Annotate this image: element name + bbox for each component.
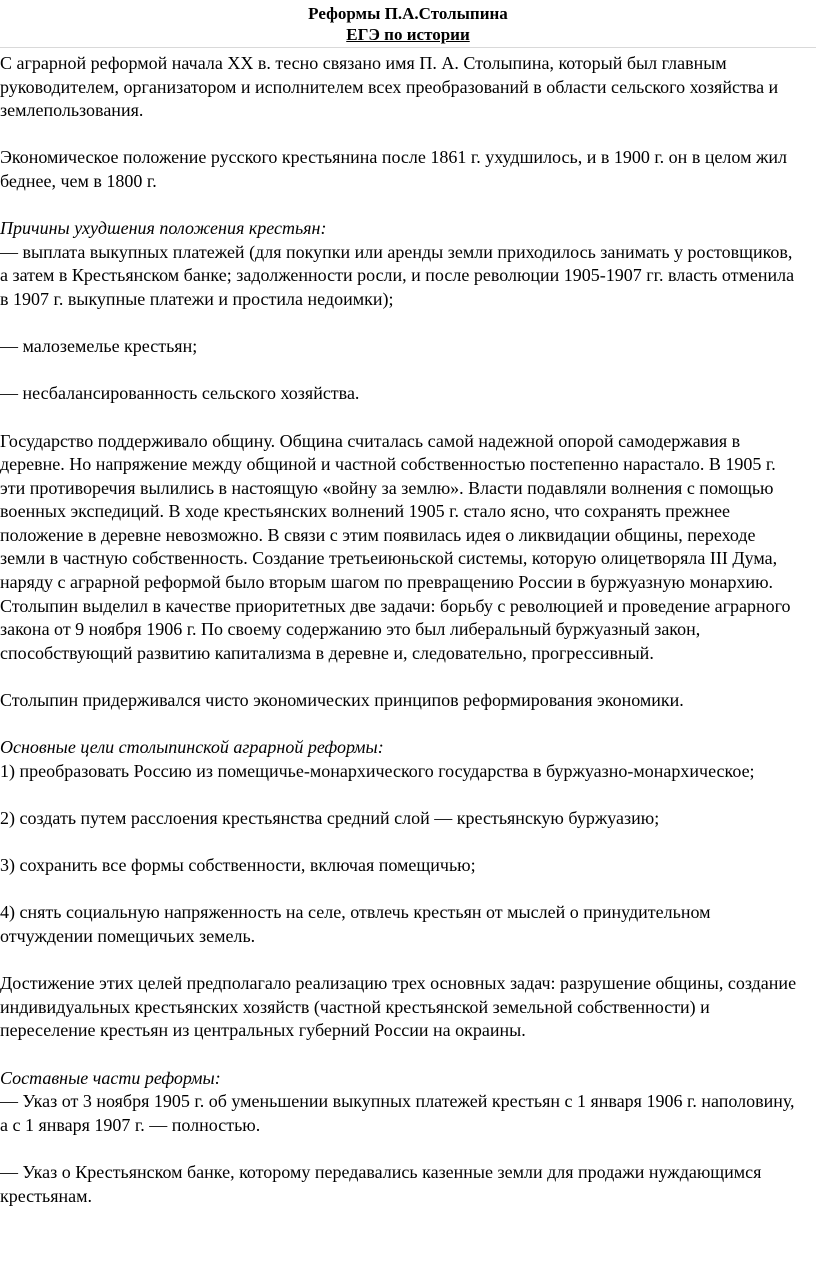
paragraph-tasks: Достижение этих целей предполагало реализацию трех основных задач: разрушение общины, создание индивидуальных крестьянских хозяйств (частной крестьянской земельной собственности) и переселение крестьян из центральных губерний России на окраины. bbox=[0, 973, 797, 1041]
goal-item-3: 3) сохранить все формы собственности, включая помещичью; bbox=[0, 855, 476, 876]
document-body bbox=[0, 52, 800, 1208]
part-item-decree-1905: — Указ от 3 ноября 1905 г. об уменьшении выкупных платежей крестьян с 1 января 1906 г. наполовину, а с 1 января 1907 г. — полностью. bbox=[0, 1091, 795, 1135]
part-item-peasant-bank: — Указ о Крестьянском банке, которому передавались казенные земли для продажи нуждающимся крестьянам. bbox=[0, 1161, 762, 1206]
paragraph-intro: С аграрной реформой начала XX в. тесно связано имя П. А. Столыпина, который был главным руководителем, организатором и исполнителем всех преобразований в области сельского хозяйства и землепользования. bbox=[0, 53, 779, 121]
document-title: Реформы П.А.Столыпина bbox=[308, 4, 508, 23]
causes-heading: Причины ухудшения положения крестьян: bbox=[0, 218, 327, 239]
paragraph-economic-principles: Столыпин придерживался чисто экономических принципов реформирования экономики. bbox=[0, 690, 684, 711]
paragraph-economic-situation: Экономическое положение русского крестьянина после 1861 г. ухудшилось, и в 1900 г. он в целом жил беднее, чем в 1800 г. bbox=[0, 147, 788, 191]
cause-item-payments: — выплата выкупных платежей (для покупки или аренды земли приходилось занимать у ростовщиков, а затем в Крестьянском банке; задолженности росли, и после революции 1905-1907 гг. власть отменила в 1907 г. выкупные платежи и простила недоимки); bbox=[0, 241, 795, 309]
document-header bbox=[0, 0, 816, 45]
goal-item-4: 4) снять социальную напряженность на селе, отвлечь крестьян от мыслей о принудительном отчуждении помещичьих земель. bbox=[0, 902, 711, 946]
parts-heading: Составные части реформы: bbox=[0, 1067, 221, 1088]
paragraph-community: Государство поддерживало общину. Община считалась самой надежной опорой самодержавия в деревне. Но напряжение между общиной и частной собственностью постепенно нарастало. В 1905 г. эти противоречия вылились в настоящую «войну за землю». Власти подавляли волнения с помощью военных экспедиций. В ходе крестьянских волнений 1905 г. стало ясно, что сохранять прежнее положение в деревне невозможно. В связи с этим появилась идея о ликвидации общины, переходе земли в частную собственность. Создание третьеиюньской системы, которую олицетворяла III Дума, наряду с аграрной реформой было вторым шагом по превращению России в буржуазную монархию. Столыпин выделил в качестве приоритетных две задачи: борьбу с революцией и проведение аграрного закона от 9 ноября 1906 г. По своему содержанию это был либеральный буржуазный закон, способствующий развитию капитализма в деревне и, следовательно, прогрессивный. bbox=[0, 430, 791, 663]
document-subtitle: ЕГЭ по истории bbox=[346, 25, 470, 44]
header-divider bbox=[0, 47, 816, 48]
cause-item-land-shortage: — малоземелье крестьян; bbox=[0, 336, 198, 357]
goal-item-2: 2) создать путем расслоения крестьянства средний слой — крестьянскую буржуазию; bbox=[0, 808, 660, 828]
goals-heading: Основные цели столыпинской аграрной реформы: bbox=[0, 737, 384, 758]
cause-item-imbalance: — несбалансированность сельского хозяйства. bbox=[0, 383, 360, 404]
goal-item-1: 1) преобразовать Россию из помещичье-монархического государства в буржуазно-монархическое; bbox=[0, 760, 755, 781]
